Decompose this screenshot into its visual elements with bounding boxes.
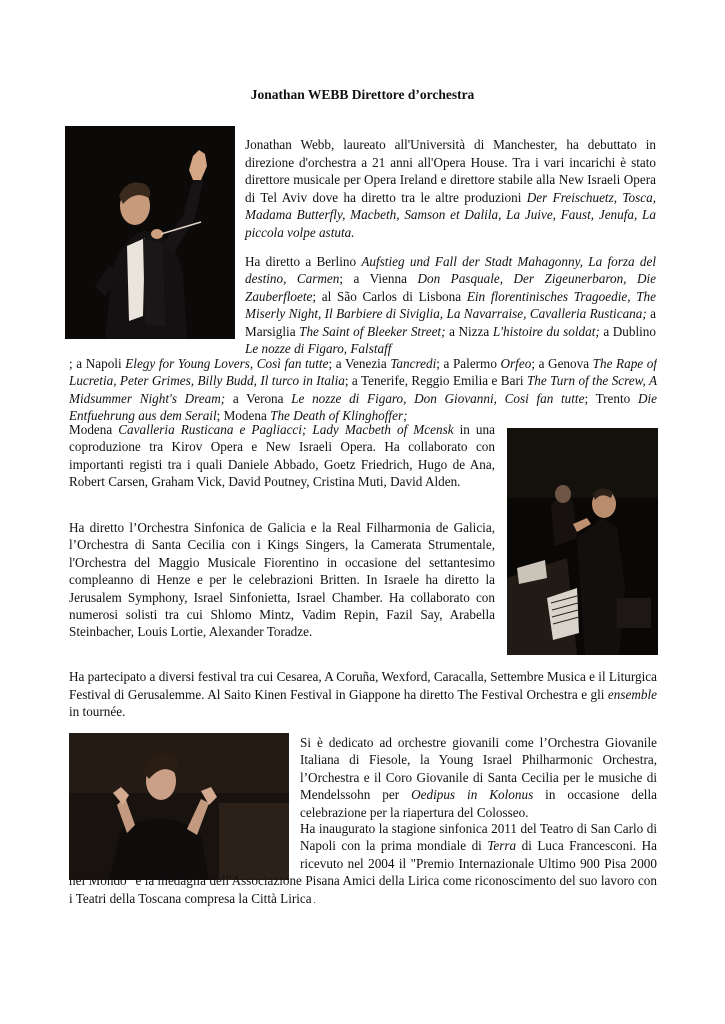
page-title: Jonathan WEBB Direttore d’orchestra	[250, 87, 475, 102]
bio-paragraph-awards: Ha inaugurato la stagione sinfonica 2011 del Teatro di San Carlo di Napoli con la prima mondiale di Terra di Luca Francesconi. Ha ricevuto nel 2004 il "Premio Internazionale Ultimo 900 Pisa 2000 nel Mondo" e la medaglia dell'Associazione Pisana Amici della Lirica come riconoscimento del suo lavoro con i Teatri della Toscana compresa la Città Lirica .	[69, 821, 657, 906]
bio-paragraph-intro: Jonathan Webb, laureato all'Università di Manchester, ha debuttato in direzione d'orchestra a 21 anni all'Opera House. Tra i vari incarichi è stato direttore musicale per Opera Ireland e direttore stabile alla New Israeli Opera di Tel Aviv dove ha diretto tra le altre produzioni Der Freischuetz, Tosca, Madama Butterfly, Macbeth, Samson et Dalila, La Juive, Faust, Jenufa, La piccola volpe astuta.	[245, 137, 657, 240]
bio-paragraph-festivals: Ha partecipato a diversi festival tra cui Cesarea, A Coruña, Wexford, Caracalla, Settembre Musica e il Liturgica Festival di Gerusalemme. Al Saito Kinen Festival in Giappone ha diretto The Festival Orchestra e gli ensemble in tournée.	[69, 669, 658, 720]
bio-paragraph-productions-tail: Modena Cavalleria Rusticana e Pagliacci; Lady Macbeth of Mcensk in una coproduzione tra Kirov Opera e New Israeli Opera. Ha collaborato con importanti registi tra i quali Daniele Abbado, Goetz Friedrich, Hugo de Ana, Robert Carsen, Graham Vick, David Poutney, Cristina Muti, David Alden.	[69, 422, 495, 490]
conductor-portrait-photo	[65, 126, 235, 339]
bio-paragraph-orchestras: Ha diretto l’Orchestra Sinfonica de Galicia e la Real Filharmonia de Galicia, l’Orchestra di Santa Cecilia con i Kings Singers, la Camerata Strumentale, l'Orchestra del Maggio Musicale Fiorentino in occasione del settantesimo compleanno di Henze e per le celebrazioni Britten. In Israele ha diretto la Jerusalem Symphony, Israel Sinfonietta, Israel Chamber. Ha collaborato con numerosi solisti tra cui Shlomo Mintz, Vadim Repin, Fazil Say, Arabella Steinbacher, Louis Lortie, Alexander Toradze.	[69, 520, 495, 640]
bio-paragraph-productions: Ha diretto a Berlino Aufstieg und Fall der Stadt Mahagonny, La forza del destino, Carmen; a Vienna Don Pasquale, Der Zigeunerbaron, Die Zauberfloete; al São Carlos di Lisbona Ein florentinisches Tragoedie, The Miserly Night, Il Barbiere di Siviglia, La Navarraise, Cavalleria Rusticana; a Marsiglia The Saint of Bleeker Street; a Nizza L'histoire du soldat; a Dublino Le nozze di Figaro, Falstaff	[245, 254, 656, 357]
bio-paragraph-youth-orchestras: Si è dedicato ad orchestre giovanili come l’Orchestra Giovanile Italiana di Fiesole, la Young Israel Philharmonic Orchestra, l’Orchestra e il Coro Giovanile di Santa Cecilia per le musiche di Mendelssohn per Oedipus in Kolonus in occasione della celebrazione per la riapertura del Colosseo.	[300, 735, 657, 820]
conductor-at-piano-photo	[507, 428, 658, 655]
bio-paragraph-productions-continued: ; a Napoli Elegy for Young Lovers, Così fan tutte; a Venezia Tancredi; a Palermo Orfeo; a Genova The Rape of Lucretia, Peter Grimes, Billy Budd, Il turco in Italia; a Tenerife, Reggio Emilia e Bari The Turn of the Screw, A Midsummer Night's Dream; a Verona Le nozze di Figaro, Don Giovanni, Cosi fan tutte; Trento Die Entfuehrung aus dem Serail; Modena The Death of Klinghoffer;	[69, 356, 657, 424]
